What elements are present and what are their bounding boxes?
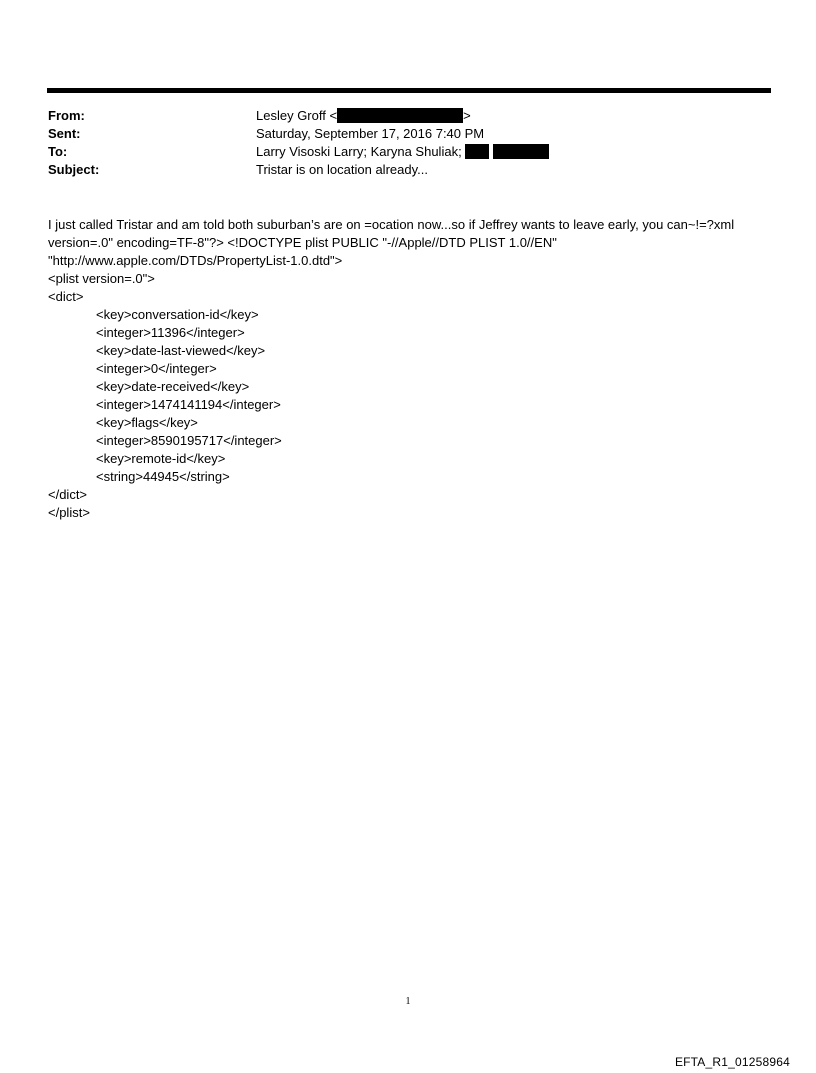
to-value xyxy=(256,143,549,161)
plist-entry: <integer>8590195717</integer> xyxy=(96,433,282,448)
from-label: From: xyxy=(48,108,85,123)
from-value xyxy=(256,107,471,125)
document-id: EFTA_R1_01258964 xyxy=(674,1055,790,1069)
plist-entry: <integer>1474141194</integer> xyxy=(96,397,281,412)
plist-entry: <key>conversation-id</key> xyxy=(96,307,259,322)
body-line: "http://www.apple.com/DTDs/PropertyList-1.0.dtd"> xyxy=(48,253,343,268)
dict-close: </dict> xyxy=(48,487,88,502)
plist-close: </plist> xyxy=(48,505,90,520)
redaction-box xyxy=(337,108,463,123)
to-recipients: Larry Visoski Larry; Karyna Shuliak; xyxy=(256,144,462,159)
sent-row xyxy=(48,125,768,143)
body-line: I just called Tristar and am told both suburban’s are on =ocation now...so if Jeffrey wants to leave early, you can~!=?xml xyxy=(48,217,735,232)
plist-entry: <integer>11396</integer> xyxy=(96,325,245,340)
body-line: version=.0" encoding=TF-8"?> <!DOCTYPE plist PUBLIC "-//Apple//DTD PLIST 1.0//EN" xyxy=(48,235,557,250)
subject-value: Tristar is on location already... xyxy=(256,162,428,177)
subject-row xyxy=(48,161,768,179)
plist-entry: <key>flags</key> xyxy=(96,415,198,430)
email-body xyxy=(48,216,778,522)
plist-entry: <key>remote-id</key> xyxy=(96,451,226,466)
plist-open: <plist version=.0"> xyxy=(48,271,155,286)
redaction-box xyxy=(465,144,489,159)
dict-open: <dict> xyxy=(48,289,84,304)
from-suffix: > xyxy=(463,108,471,123)
to-row xyxy=(48,143,768,161)
plist-entry: <integer>0</integer> xyxy=(96,361,217,376)
sent-value: Saturday, September 17, 2016 7:40 PM xyxy=(256,126,485,141)
sent-label: Sent: xyxy=(48,126,81,141)
page-number: 1 xyxy=(405,996,411,1007)
email-header xyxy=(48,107,768,179)
redaction-box xyxy=(493,144,549,159)
from-row xyxy=(48,107,768,125)
plist-entry: <key>date-last-viewed</key> xyxy=(96,343,266,358)
subject-label: Subject: xyxy=(48,162,100,177)
plist-entry: <string>44945</string> xyxy=(96,469,230,484)
plist-entry: <key>date-received</key> xyxy=(96,379,250,394)
from-sender: Lesley Groff < xyxy=(256,108,338,123)
header-divider xyxy=(47,88,771,93)
to-label: To: xyxy=(48,144,68,159)
